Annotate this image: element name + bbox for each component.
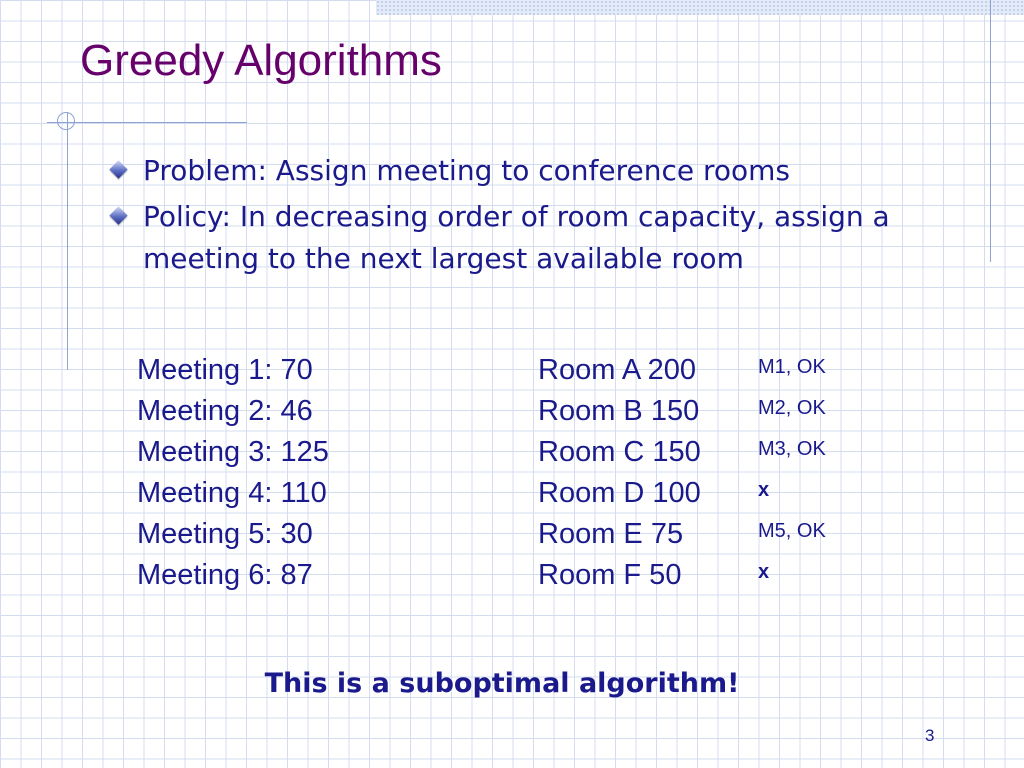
bullet-list (108, 150, 998, 284)
bullet-text: Problem: Assign meeting to conference rooms (143, 154, 791, 187)
assignment-status: M1, OK (758, 356, 826, 378)
bullet-text: Policy: In decreasing order of room capacity, assign a meeting to the next largest available room (143, 200, 890, 275)
room-label: Room B 150 (538, 395, 700, 427)
diamond-bullet-icon (109, 160, 127, 178)
left-accent-line (67, 112, 68, 370)
crosshair-circle-icon (57, 112, 75, 130)
title-underline (47, 122, 247, 123)
assignment-status: M5, OK (758, 520, 826, 542)
room-label: Room A 200 (538, 354, 696, 386)
conclusion-text: This is a suboptimal algorithm! (264, 668, 740, 699)
diamond-bullet-icon (109, 206, 127, 224)
meeting-label: Meeting 5: 30 (137, 518, 313, 550)
page-number: 3 (925, 726, 935, 745)
meeting-label: Meeting 2: 46 (137, 395, 313, 427)
meeting-label: Meeting 1: 70 (137, 354, 313, 386)
room-label: Room E 75 (538, 518, 684, 550)
meeting-label: Meeting 6: 87 (137, 559, 313, 591)
assignment-status: x (758, 561, 770, 583)
meeting-label: Meeting 4: 110 (137, 477, 327, 509)
meeting-label: Meeting 3: 125 (137, 436, 329, 468)
top-decorative-band (376, 0, 1024, 15)
room-label: Room C 150 (538, 436, 701, 468)
assignment-status: M3, OK (758, 438, 826, 460)
room-label: Room F 50 (538, 559, 682, 591)
assignment-status: x (758, 479, 770, 501)
bullet-item (108, 196, 998, 280)
slide-title: Greedy Algorithms (80, 36, 442, 85)
bullet-item (108, 150, 998, 192)
room-label: Room D 100 (538, 477, 701, 509)
assignment-status: M2, OK (758, 397, 826, 419)
